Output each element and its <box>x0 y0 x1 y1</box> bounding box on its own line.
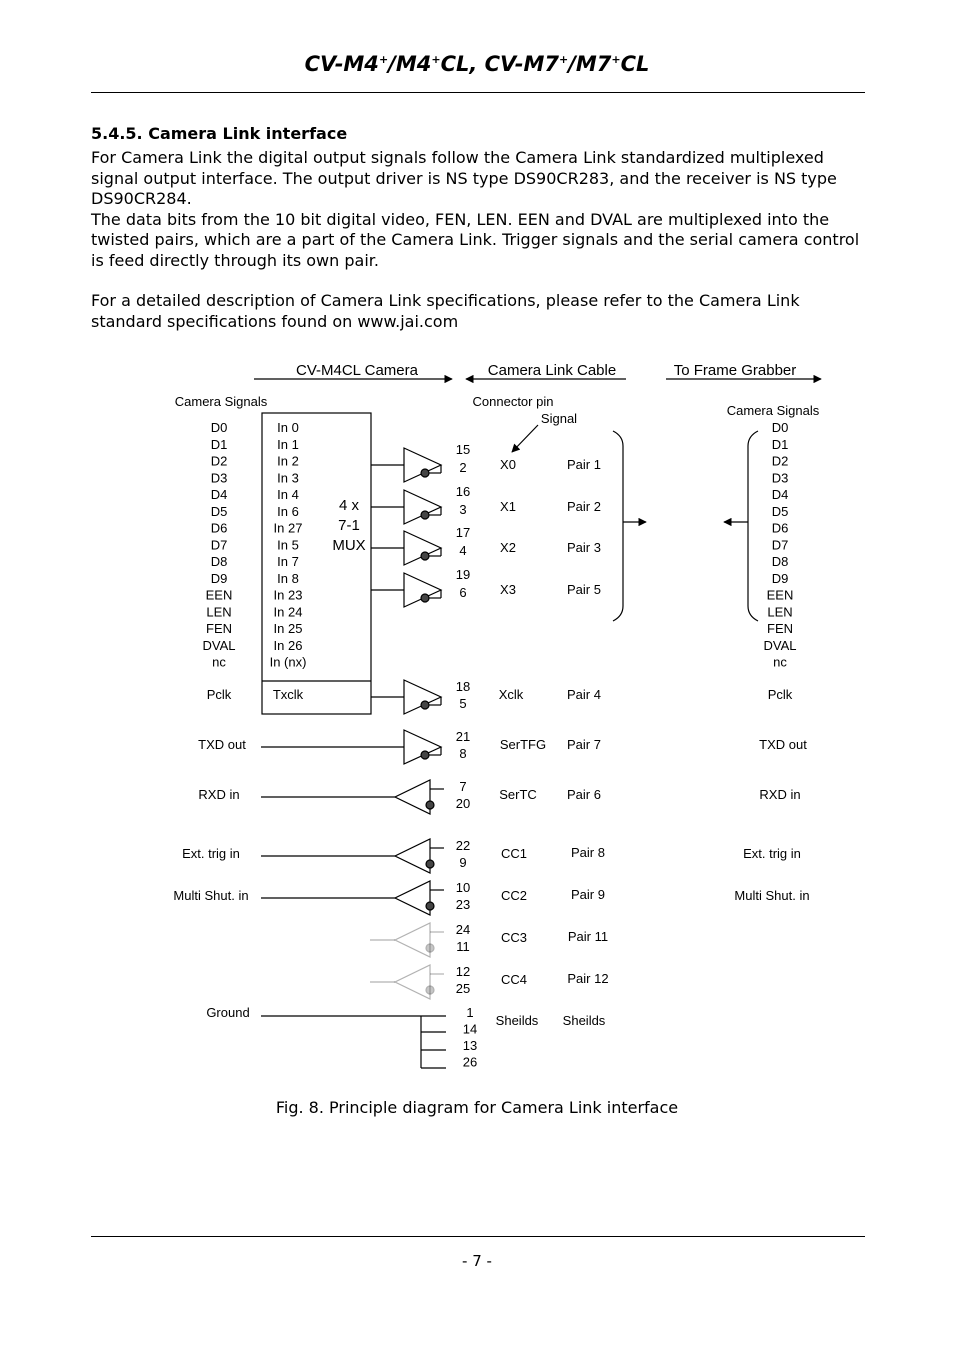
camera-signal-label: DVAL <box>202 637 236 653</box>
figure-caption: Fig. 8. Principle diagram for Camera Link interface <box>275 1098 679 1117</box>
grabber-signal-label: D5 <box>771 503 789 519</box>
mux-input-label: In 8 <box>277 570 299 586</box>
grabber-signal-label: LEN <box>767 604 793 620</box>
signal-name-label: CC4 <box>500 972 528 987</box>
camera-signal-label: D6 <box>210 520 228 536</box>
mux-label: 4 x <box>338 497 360 514</box>
clock-driver-triangle <box>404 680 441 714</box>
camera-signal-label: LEN <box>206 604 232 620</box>
mux-input-label: In 6 <box>277 503 299 519</box>
mux-input-label: In 1 <box>277 436 299 452</box>
pin-number-label: 19 <box>455 567 471 582</box>
signal-name-label: SerTC <box>499 787 537 802</box>
pin-number-label: 6 <box>459 585 467 600</box>
body-paragraph-1: For Camera Link the digital output signals follow the Camera Link standardized multiplexed signal output interface. The output driver is NS type DS90CR283, and the receiver is NS type DS90CR284. The data bits from the 10 bit digital video, FEN, LEN. EEN and DVAL are multiplexed into the twisted pairs, which are a part of the Camera Link. Trigger signals and the serial camera control is feed directly through its own pair. <box>91 148 860 270</box>
pin-number-label: 7 <box>459 779 467 794</box>
mux-input-label: In 24 <box>273 604 303 620</box>
body-paragraph-2: For a detailed description of Camera Link specifications, please refer to the Camera Link standard specifications found on www.jai.com <box>91 291 800 331</box>
camera-signal-label: D4 <box>210 487 228 502</box>
pair-label: Pair 3 <box>567 540 601 555</box>
camera-signal-label: nc <box>212 654 226 670</box>
pair-label: Pair 1 <box>567 457 601 472</box>
control-receiver-triangle <box>395 839 430 873</box>
grabber-clock-label: Pclk <box>767 687 793 702</box>
grabber-serial-label: RXD in <box>759 787 801 802</box>
section-heading: 5.4.5. Camera Link interface <box>91 124 348 143</box>
grabber-signal-label: EEN <box>766 587 794 603</box>
serial-receiver-triangle <box>395 780 430 814</box>
lvds-driver-triangle-bubble <box>421 552 429 560</box>
pair-label: Pair 6 <box>567 787 601 802</box>
ground-pin-label: 13 <box>462 1038 478 1053</box>
grabber-signal-label: DVAL <box>763 637 797 653</box>
grabber-signal-label: D7 <box>771 537 789 553</box>
grabber-signal-label: nc <box>773 654 787 670</box>
cable-bracket <box>613 431 623 621</box>
grabber-signal-label: D8 <box>771 554 789 569</box>
ground-pair-label: Sheilds <box>562 1013 606 1028</box>
pin-number-label: 5 <box>459 696 467 711</box>
mux-input-label: In (nx) <box>269 654 307 670</box>
grabber-signal-label: D2 <box>771 453 789 469</box>
control-receiver-triangle <box>395 965 430 999</box>
mux-input-label: In 25 <box>273 621 303 636</box>
ground-pin-label: 14 <box>462 1021 478 1037</box>
camera-signal-label: D5 <box>210 503 228 519</box>
mux-input-label: In 23 <box>273 587 303 603</box>
camera-signal-label: D1 <box>210 436 228 452</box>
lvds-driver-triangle <box>404 531 441 565</box>
mux-input-label: In 5 <box>277 537 299 553</box>
camera-signal-label: FEN <box>206 621 232 636</box>
grabber-signal-label: D4 <box>771 487 789 502</box>
pin-number-label: 4 <box>459 543 467 558</box>
ground-label: Ground <box>206 1005 250 1020</box>
serial-driver-triangle-bubble <box>421 751 429 759</box>
mux-label: 7-1 <box>338 517 360 534</box>
control-left-label: Ext. trig in <box>182 846 240 861</box>
mux-clock-label: Txclk <box>272 687 304 702</box>
signal-name-label: X0 <box>500 457 516 472</box>
pair-label: Pair 5 <box>567 582 601 597</box>
grabber-control-label: Multi Shut. in <box>734 888 810 903</box>
cable-header-label: Camera Link Cable <box>487 362 617 379</box>
pin-number-label: 25 <box>455 981 471 996</box>
pin-number-label: 3 <box>459 502 467 517</box>
signal-pointer-arrow <box>512 425 538 452</box>
grabber-camera-signals-label: Camera Signals <box>726 403 820 418</box>
pair-label: Pair 12 <box>567 971 609 986</box>
pin-number-label: 10 <box>455 880 471 895</box>
mux-input-label: In 27 <box>273 520 303 536</box>
grabber-bracket <box>748 431 758 621</box>
serial-driver-triangle <box>404 730 441 764</box>
mux-input-label: In 0 <box>277 420 299 435</box>
control-receiver-triangle-bubble <box>426 860 434 868</box>
camera-signals-label: Camera Signals <box>174 394 268 409</box>
grabber-serial-label: TXD out <box>759 737 807 752</box>
control-receiver-triangle-bubble <box>426 986 434 994</box>
mux-label: MUX <box>332 537 366 554</box>
ground-pin-label: 26 <box>462 1054 478 1070</box>
pin-number-label: 16 <box>455 484 471 499</box>
grabber-signal-label: FEN <box>767 621 793 636</box>
pin-number-label: 21 <box>455 729 471 744</box>
document-title: CV-M4+/M4+CL, CV-M7+/M7+CL <box>304 52 650 76</box>
mux-input-label: In 3 <box>277 470 299 486</box>
mux-input-label: In 26 <box>273 637 303 653</box>
pin-number-label: 17 <box>455 525 471 540</box>
lvds-driver-triangle <box>404 490 441 524</box>
signal-name-label: X3 <box>500 582 516 597</box>
signal-name-label: X2 <box>500 540 516 555</box>
control-receiver-triangle <box>395 923 430 957</box>
mux-input-label: In 2 <box>277 453 299 469</box>
pin-number-label: 15 <box>455 442 471 457</box>
footer-rule <box>91 1236 865 1237</box>
grabber-control-label: Ext. trig in <box>743 846 801 861</box>
pin-number-label: 8 <box>459 746 467 761</box>
camera-signal-label: D7 <box>210 537 228 553</box>
grabber-header-label: To Frame Grabber <box>673 362 797 379</box>
camera-signal-label: D0 <box>210 420 228 435</box>
grabber-signal-label: D6 <box>771 520 789 536</box>
lvds-driver-triangle <box>404 573 441 607</box>
pin-number-label: 20 <box>455 796 471 811</box>
camera-signal-label: D3 <box>210 470 228 486</box>
pin-number-label: 24 <box>455 922 471 937</box>
signal-name-label: Xclk <box>498 687 524 702</box>
grabber-signal-label: D0 <box>771 420 789 435</box>
serial-left-label: RXD in <box>198 787 240 802</box>
lvds-driver-triangle-bubble <box>421 469 429 477</box>
grabber-signal-label: D3 <box>771 470 789 486</box>
pair-label: Pair 11 <box>567 929 609 944</box>
control-receiver-triangle <box>395 881 430 915</box>
pair-label: Pair 4 <box>567 687 601 702</box>
control-receiver-triangle-bubble <box>426 902 434 910</box>
lvds-driver-triangle <box>404 448 441 482</box>
camera-header-label: CV-M4CL Camera <box>296 362 418 379</box>
pair-label: Pair 7 <box>567 737 601 752</box>
signal-name-label: CC2 <box>500 888 528 903</box>
signal-name-label: CC3 <box>500 930 528 945</box>
signal-label: Signal <box>540 411 578 426</box>
signal-name-label: CC1 <box>500 846 528 861</box>
pin-number-label: 18 <box>455 679 471 694</box>
pin-number-label: 22 <box>455 838 471 853</box>
serial-left-label: TXD out <box>198 737 246 752</box>
mux-input-label: In 7 <box>277 554 299 569</box>
camera-signal-label: EEN <box>205 587 233 603</box>
camera-signal-label: D2 <box>210 453 228 469</box>
lvds-driver-triangle-bubble <box>421 594 429 602</box>
control-left-label: Multi Shut. in <box>173 888 249 903</box>
pair-label: Pair 9 <box>571 887 605 902</box>
ground-pin-label: 1 <box>466 1005 474 1020</box>
pair-label: Pair 8 <box>571 845 605 860</box>
clock-driver-triangle-bubble <box>421 701 429 709</box>
connector-pin-label: Connector pin <box>472 394 554 409</box>
pin-number-label: 9 <box>459 855 467 870</box>
control-receiver-triangle-bubble <box>426 944 434 952</box>
signal-name-label: SerTFG <box>499 737 547 752</box>
grabber-signal-label: D1 <box>771 436 789 452</box>
ground-signal-label: Sheilds <box>495 1013 539 1028</box>
pin-number-label: 2 <box>459 460 467 475</box>
page-number: - 7 - <box>462 1252 492 1270</box>
pair-label: Pair 2 <box>567 499 601 514</box>
grabber-signal-label: D9 <box>771 570 789 586</box>
camera-signal-label: D9 <box>210 570 228 586</box>
camera-signal-label: D8 <box>210 554 228 569</box>
pin-number-label: 12 <box>455 964 471 979</box>
mux-input-label: In 4 <box>277 487 299 502</box>
pin-number-label: 11 <box>456 939 470 954</box>
signal-name-label: X1 <box>500 499 516 514</box>
lvds-driver-triangle-bubble <box>421 511 429 519</box>
pin-number-label: 23 <box>455 897 471 912</box>
clock-left-label: Pclk <box>206 687 232 702</box>
serial-receiver-triangle-bubble <box>426 801 434 809</box>
